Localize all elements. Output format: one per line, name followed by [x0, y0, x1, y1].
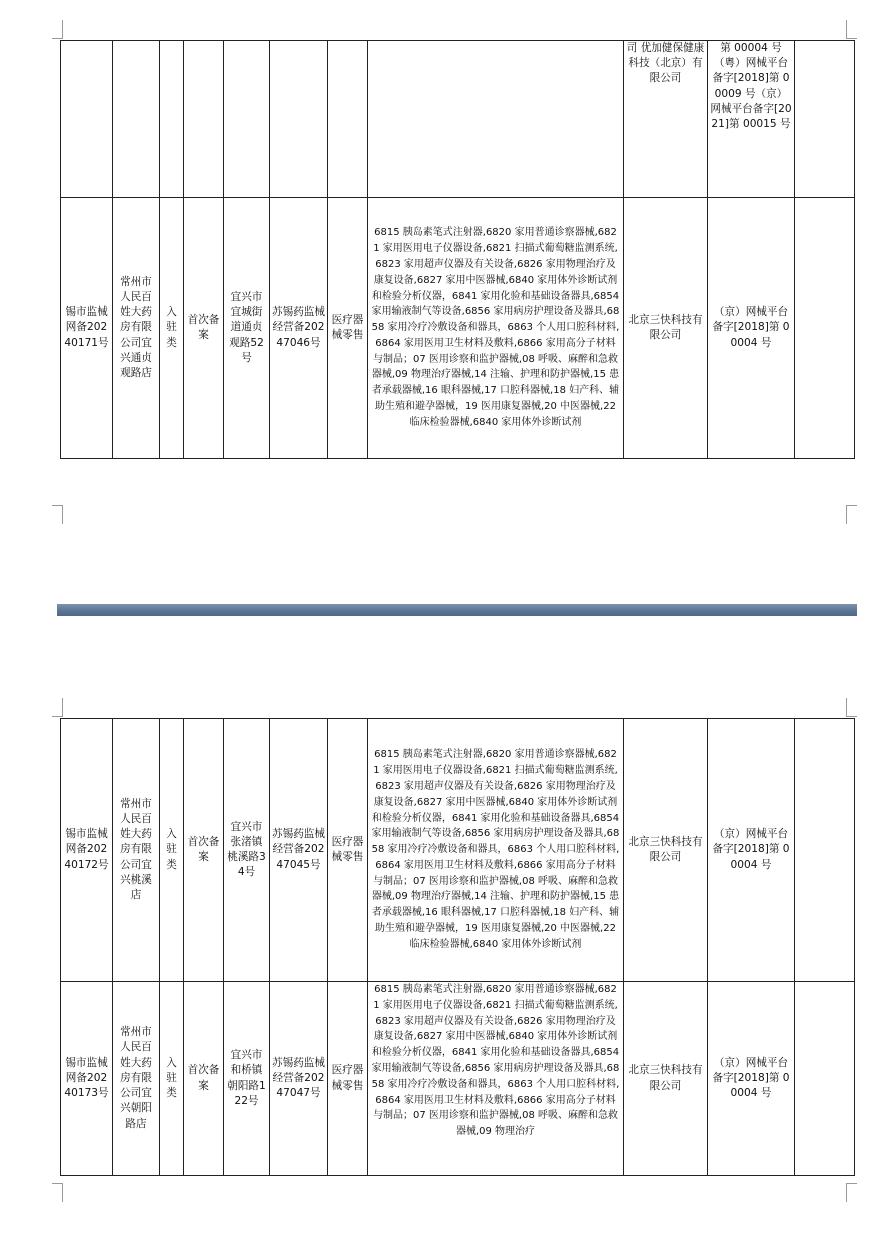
- type-cell: 入驻类: [160, 719, 184, 982]
- registration-number-cell: 锡市监械网备20240172号: [61, 719, 113, 982]
- license-cell: 苏锡药监械经营备20247047号: [270, 982, 328, 1176]
- platform-company-cell: 北京三快科技有限公司: [624, 719, 708, 982]
- category-cell: 医疗器械零售: [328, 982, 368, 1176]
- platform-company-cell: 北京三快科技有限公司: [624, 198, 708, 459]
- category-cell: 医疗器械零售: [328, 719, 368, 982]
- page-corner-mark: [846, 20, 857, 39]
- page-corner-mark: [846, 698, 857, 717]
- business-scope-cell: 6815 胰岛素笔式注射器,6820 家用普通诊察器械,6821 家用医用电子仪器设备,6821 扫描式葡萄糖监测系统,6823 家用超声仪器及有关设备,6826 家用物理治疗及康复设备,6827 家用中医器械,6840 家用体外诊断试剂和检验分析仪器，6841 家用化验和基础设备器具,6854 家用输液制气等设备,6856 家用病房护理设备及器具,6858 家用冷疗冷敷设备和器具，6863 个人用口腔科材料,6864 家用医用卫生材料及敷料,6866 家用高分子材料与制品；07 医用诊察和监护器械,08 呼吸、麻醉和急救器械,09 物理治疗器械,14 注输、护理和防护器械,15 患者承载器械,16 眼科器械,17 口腔科器械,18 妇产科、辅助生殖和避孕器械，19 医用康复器械,20 中医器械,22 临床检验器械,6840 家用体外诊断试剂: [368, 719, 624, 982]
- filing-table-top: [60, 40, 855, 459]
- page-corner-mark: [52, 698, 63, 717]
- table-row: [61, 198, 855, 459]
- remark-cell: [795, 982, 855, 1176]
- page-corner-mark: [52, 505, 63, 524]
- registration-number-cell: 锡市监械网备20240173号: [61, 982, 113, 1176]
- filing-type-cell: 首次备案: [184, 719, 224, 982]
- store-name-cell: 常州市人民百姓大药房有限公司宜兴通贞观路店: [113, 198, 160, 459]
- address-cell: 宜兴市宜城街道通贞观路52号: [224, 198, 270, 459]
- platform-filing-cell: （京）网械平台备字[2018]第 00004 号: [708, 719, 795, 982]
- license-cell: 苏锡药监械经营备20247046号: [270, 198, 328, 459]
- license-cell: 苏锡药监械经营备20247045号: [270, 719, 328, 982]
- platform-filing-cell: （京）网械平台备字[2018]第 00004 号: [708, 982, 795, 1176]
- remark-cell: [795, 198, 855, 459]
- filing-table-bottom: [60, 718, 855, 1176]
- platform-filing-cell: （京）网械平台备字[2018]第 00004 号: [708, 198, 795, 459]
- address-cell: 宜兴市和桥镇朝阳路122号: [224, 982, 270, 1176]
- page-corner-mark: [846, 505, 857, 524]
- category-cell: 医疗器械零售: [328, 198, 368, 459]
- store-name-cell: 常州市人民百姓大药房有限公司宜兴桃溪店: [113, 719, 160, 982]
- platform-company-cell: 司 优加健保健康科技（北京）有限公司: [624, 41, 708, 198]
- business-scope-cell: 6815 胰岛素笔式注射器,6820 家用普通诊察器械,6821 家用医用电子仪器设备,6821 扫描式葡萄糖监测系统,6823 家用超声仪器及有关设备,6826 家用物理治疗及康复设备,6827 家用中医器械,6840 家用体外诊断试剂和检验分析仪器，6841 家用化验和基础设备器具,6854 家用输液制气等设备,6856 家用病房护理设备及器具,6858 家用冷疗冷敷设备和器具，6863 个人用口腔科材料,6864 家用医用卫生材料及敷料,6866 家用高分子材料与制品；07 医用诊察和监护器械,08 呼吸、麻醉和急救器械,09 物理治疗器械,14 注输、护理和防护器械,15 患者承载器械,16 眼科器械,17 口腔科器械,18 妇产科、辅助生殖和避孕器械，19 医用康复器械,20 中医器械,22 临床检验器械,6840 家用体外诊断试剂: [368, 198, 624, 459]
- store-name-cell: 常州市人民百姓大药房有限公司宜兴朝阳路店: [113, 982, 160, 1176]
- business-scope-cell: 6815 胰岛素笔式注射器,6820 家用普通诊察器械,6821 家用医用电子仪器设备,6821 扫描式葡萄糖监测系统,6823 家用超声仪器及有关设备,6826 家用物理治疗及康复设备,6827 家用中医器械,6840 家用体外诊断试剂和检验分析仪器，6841 家用化验和基础设备器具,6854 家用输液制气等设备,6856 家用病房护理设备及器具,6858 家用冷疗冷敷设备和器具，6863 个人用口腔科材料,6864 家用医用卫生材料及敷料,6866 家用高分子材料与制品；07 医用诊察和监护器械,08 呼吸、麻醉和急救器械,09 物理治疗: [368, 982, 624, 1176]
- table-row: [61, 719, 855, 982]
- page-separator: [57, 604, 857, 616]
- registration-number-cell: 锡市监械网备20240171号: [61, 198, 113, 459]
- platform-filing-cell: 第 00004 号（粤）网械平台备字[2018]第 00009 号（京）网械平台备字[2021]第 00015 号: [708, 41, 795, 198]
- page-corner-mark: [52, 1183, 63, 1202]
- page-corner-mark: [52, 20, 63, 39]
- table-row: [61, 41, 855, 198]
- platform-company-cell: 北京三快科技有限公司: [624, 982, 708, 1176]
- type-cell: 入驻类: [160, 982, 184, 1176]
- page-corner-mark: [846, 1183, 857, 1202]
- type-cell: 入驻类: [160, 198, 184, 459]
- remark-cell: [795, 719, 855, 982]
- address-cell: 宜兴市张渚镇桃溪路34号: [224, 719, 270, 982]
- table-row: [61, 982, 855, 1176]
- filing-type-cell: 首次备案: [184, 198, 224, 459]
- filing-type-cell: 首次备案: [184, 982, 224, 1176]
